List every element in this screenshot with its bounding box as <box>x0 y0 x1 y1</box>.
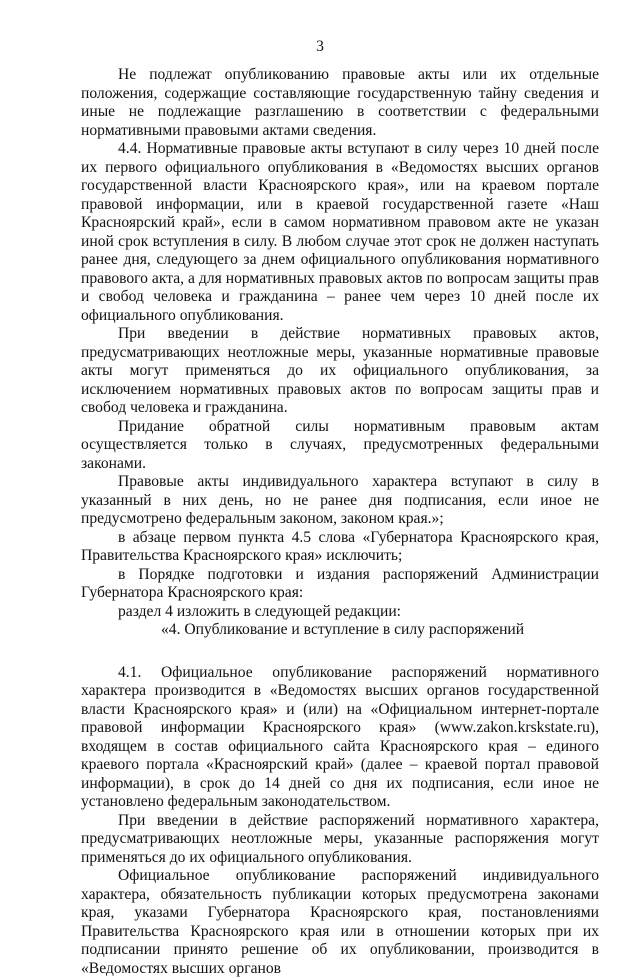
paragraph: Придание обратной силы нормативным правовым актам осуществляется только в случаях, предусмотренных федеральными законами. <box>81 417 599 472</box>
paragraph: в абзаце первом пункта 4.5 слова «Губернатора Красноярского края, Правительства Красноярского края» исключить; <box>81 528 599 564</box>
paragraph: Официальное опубликование распоряжений индивидуального характера, обязательность публикации которых предусмотрена законами края, указами Губернатора Красноярского края, постановлениями Правительства Красноярского края или в отношении которых при их подписании принято решение об их опубликовании, производится в «Ведомостях высших органов <box>81 867 599 977</box>
section-heading: «4. Опубликование и вступление в силу распоряжений <box>161 621 525 638</box>
paragraph: При введении в действие нормативных правовых актов, предусматривающих неотложные меры, указанные нормативные правовые акты могут применяться до их официального опубликования, за исключением нормативных правовых актов по вопросам защиты прав и свобод человека и гражданина. <box>81 325 599 416</box>
paragraph: 4.4. Нормативные правовые акты вступают в силу через 10 дней после их первого официального опубликования в «Ведомостях высших органов государственной власти Красноярского края», или на краевом портале правовой информации, или в краевой государственной газете «Наш Красноярский край», если в самом нормативном правовом акте не указан иной срок вступления в силу. В любом случае этот срок не должен наступать ранее дня, следующего за днем официального опубликования нормативного правового акта, а для нормативных правовых актов по вопросам защиты прав и свобод человека и гражданина – ранее чем через 10 дней после их официального опубликования. <box>81 140 599 324</box>
section-spacer <box>81 640 599 664</box>
paragraph: в Порядке подготовки и издания распоряжений Администрации Губернатора Красноярского края: <box>81 565 599 601</box>
paragraph: 4.1. Официальное опубликование распоряжений нормативного характера производится в «Ведомостях высших органов государственной власти Красноярского края» и (или) на «Официальном интернет-портале правовой информации Красноярского края» (www.zakon.krskstate.ru), входящем в состав официального сайта Красноярского края – единого краевого портала «Красноярский край» (далее – краевой портал правовой информации), в срок до 14 дней со дня их подписания, если иное не установлено федеральным законодательством. <box>81 663 599 810</box>
paragraph: При введении в действие распоряжений нормативного характера, предусматривающих неотложные меры, указанные распоряжения могут применяться до их официального опубликования. <box>81 811 599 866</box>
paragraph: Правовые акты индивидуального характера вступают в силу в указанный в них день, но не ранее дня подписания, если иное не предусмотрено федеральным законом, законом края.»; <box>81 473 599 527</box>
page-number: 3 <box>316 38 324 55</box>
paragraph: Не подлежат опубликованию правовые акты или их отдельные положения, содержащие составляющие государственную тайну сведения и иные не подлежащие разглашению в соответствии с федеральными нормативными правовыми актами сведения. <box>81 66 599 139</box>
paragraph: раздел 4 изложить в следующей редакции: <box>118 602 402 620</box>
document-body <box>81 66 599 978</box>
